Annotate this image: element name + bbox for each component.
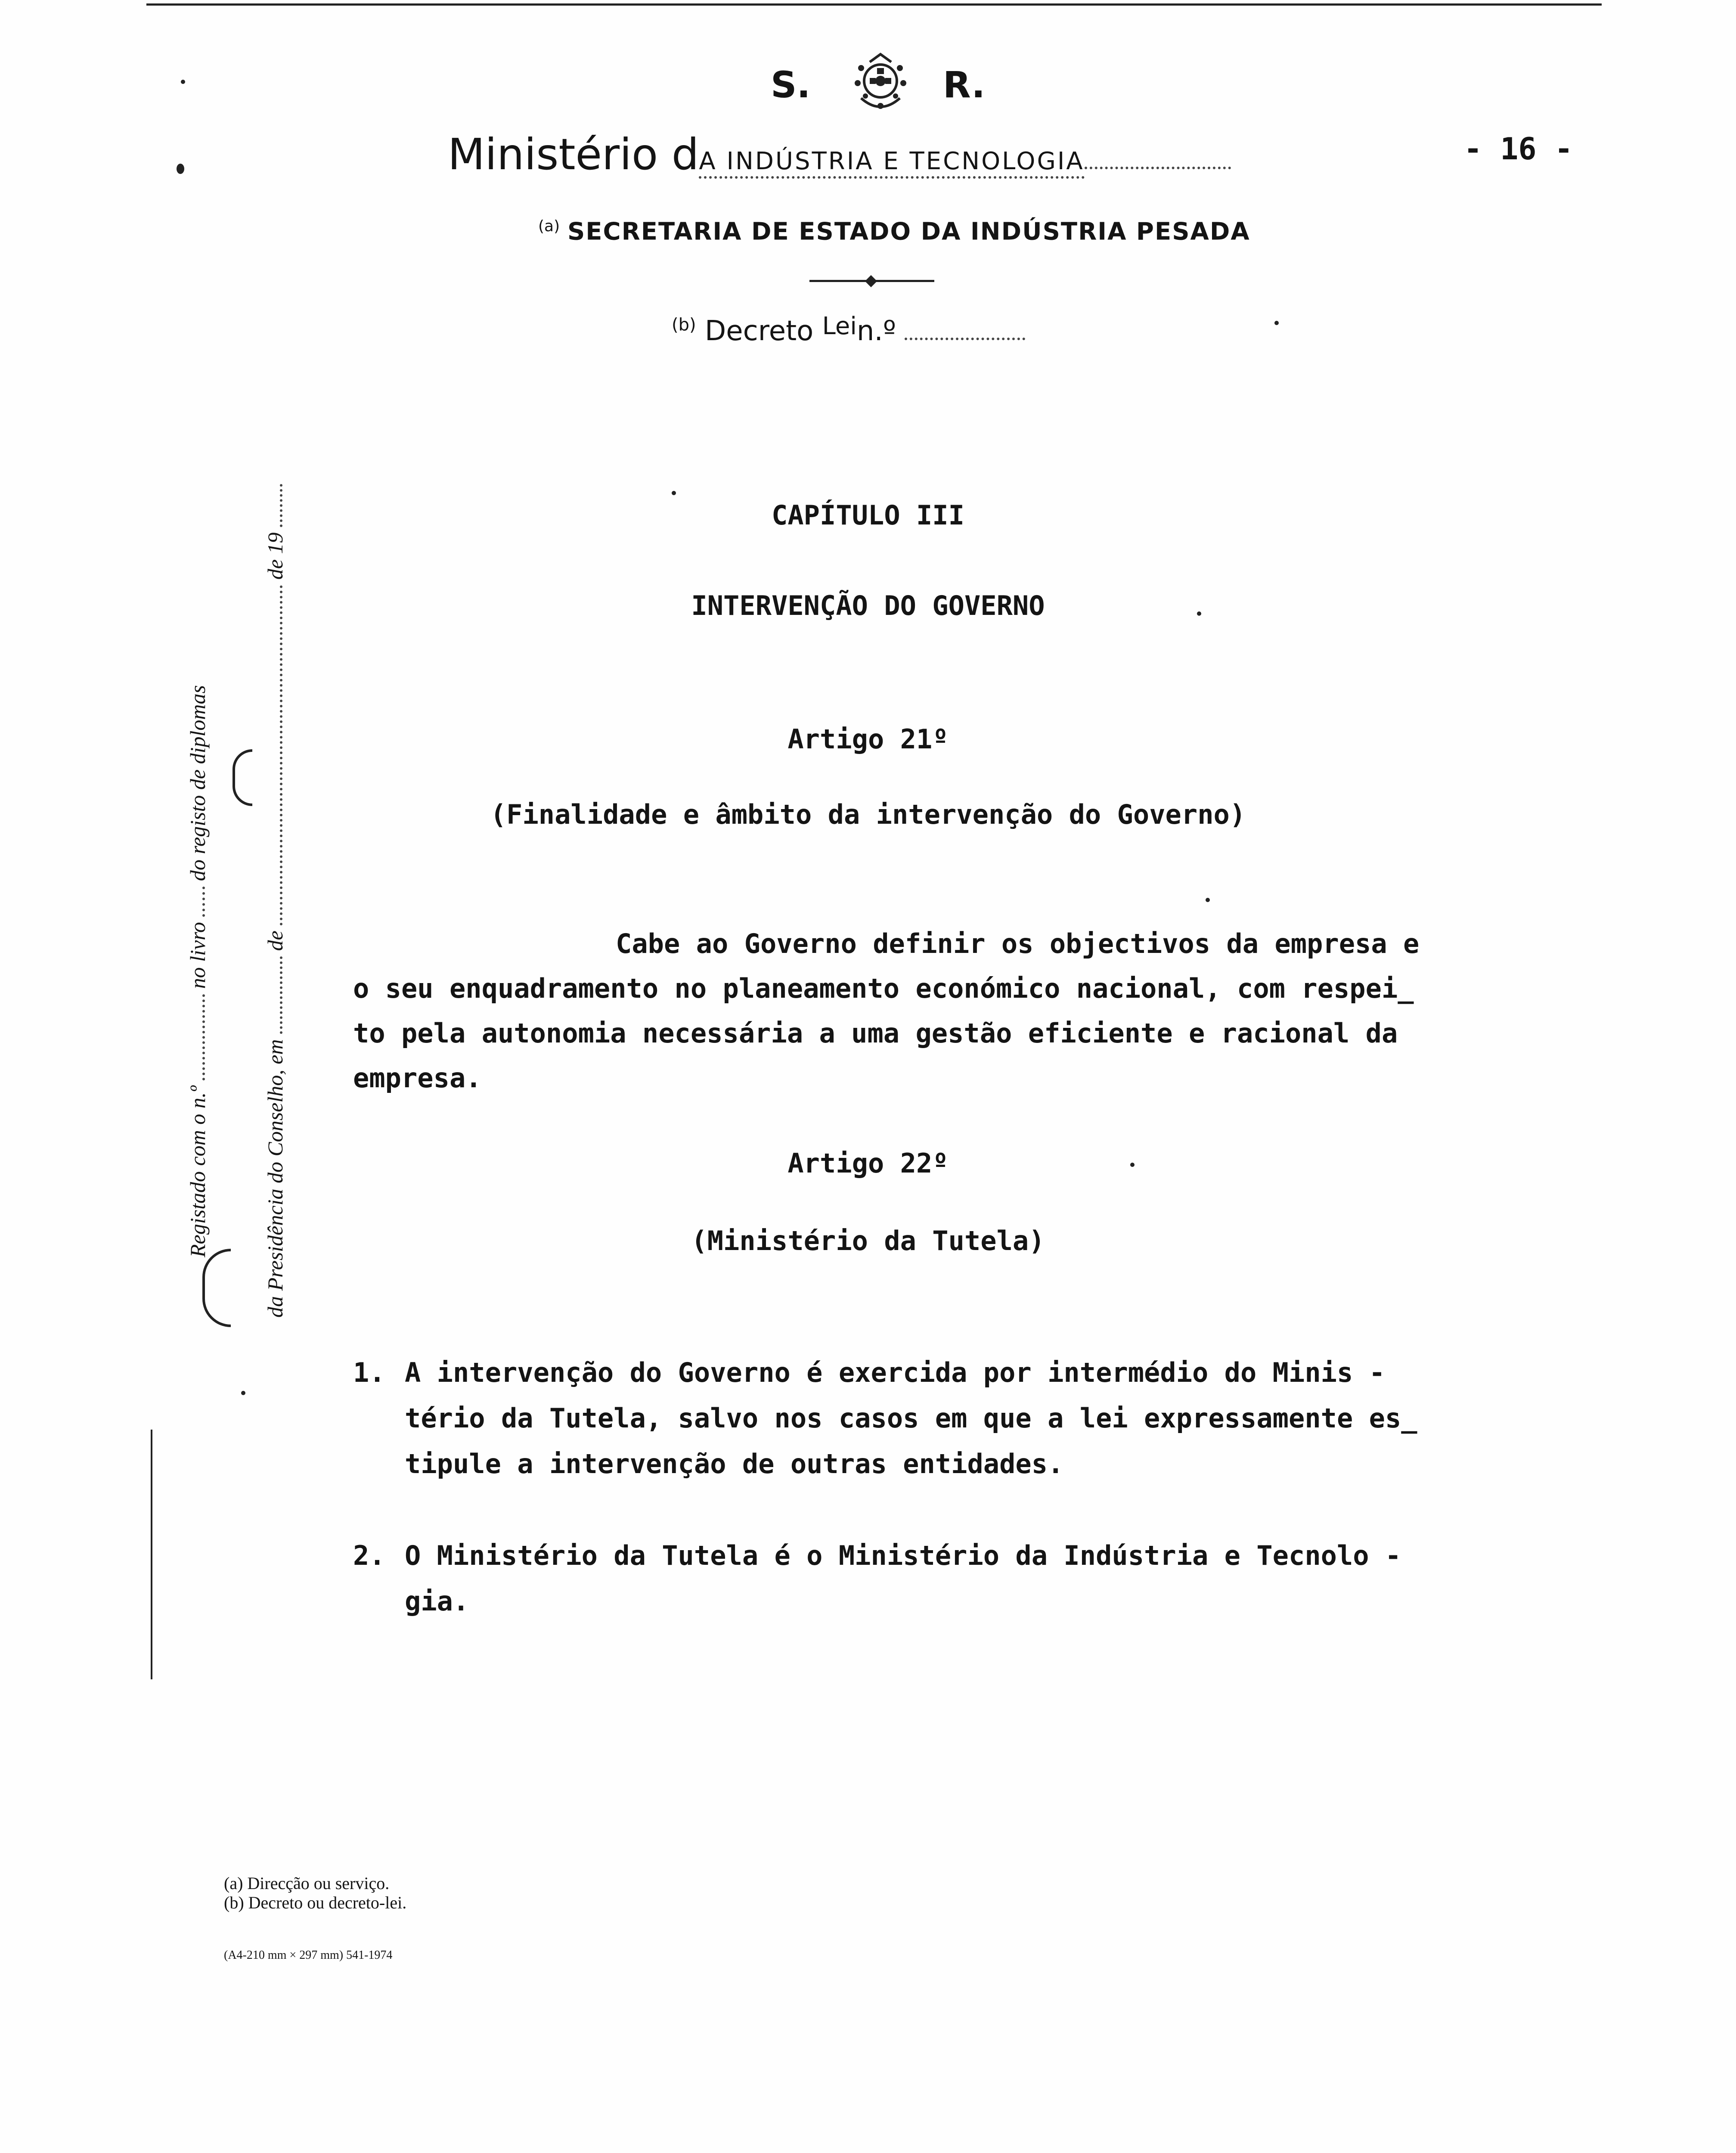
article-21-subtitle: (Finalidade e âmbito da intervenção do Governo) bbox=[490, 799, 1246, 830]
article-22-subtitle: (Ministério da Tutela) bbox=[691, 1225, 1045, 1256]
scan-speck bbox=[1274, 321, 1279, 325]
ministerio-value: A INDÚSTRIA E TECNOLOGIA bbox=[699, 147, 1084, 179]
article-22-item-1 bbox=[353, 1350, 1550, 1487]
state-header bbox=[771, 51, 1003, 128]
article-21-line-4: empresa. bbox=[353, 1062, 482, 1094]
item-number: 2. bbox=[353, 1540, 385, 1571]
decreto-type: Lei bbox=[822, 312, 857, 340]
article-22-title: Artigo 22º bbox=[787, 1148, 949, 1179]
scan-speck bbox=[672, 491, 676, 495]
scan-speck bbox=[177, 164, 184, 174]
letter-r: R. bbox=[943, 64, 986, 106]
ministerio-label: Ministério d bbox=[448, 129, 699, 180]
form-code: (A4-210 mm × 297 mm) 541-1974 bbox=[224, 1948, 393, 1962]
item-number: 1. bbox=[353, 1357, 385, 1388]
item-line: tério da Tutela, salvo nos casos em que a lei expressamente es_ bbox=[405, 1402, 1417, 1434]
decreto-line bbox=[672, 312, 1025, 347]
coat-of-arms-emblem-icon bbox=[835, 51, 926, 120]
article-21-line-3: to pela autonomia necessária a uma gestão eficiente e racional da bbox=[353, 1018, 1398, 1049]
chapter-title: INTERVENÇÃO DO GOVERNO bbox=[691, 590, 1045, 621]
article-21-line-2: o seu enquadramento no planeamento económico nacional, com respei_ bbox=[353, 973, 1414, 1004]
article-22-item-2 bbox=[353, 1533, 1550, 1624]
scan-speck bbox=[181, 80, 185, 84]
secretaria-marker: (a) bbox=[538, 217, 560, 235]
scan-speck bbox=[1197, 611, 1201, 616]
margin-registration-line-2: da Presidência do Conselho, em de de 19 bbox=[263, 484, 288, 1318]
decreto-label: Decreto bbox=[704, 315, 814, 347]
item-line: O Ministério da Tutela é o Ministério da Indústria e Tecnolo - bbox=[405, 1540, 1401, 1571]
decreto-marker: (b) bbox=[672, 315, 696, 335]
item-line: A intervenção do Governo é exercida por intermédio do Minis - bbox=[405, 1357, 1385, 1388]
decreto-fill-dots bbox=[905, 329, 1025, 340]
scan-speck bbox=[1130, 1163, 1135, 1167]
ministerio-line bbox=[448, 129, 1231, 180]
page-number: - 16 - bbox=[1464, 131, 1573, 167]
footnote-a: (a) Direcção ou serviço. bbox=[224, 1874, 390, 1893]
chapter-heading: CAPÍTULO III bbox=[772, 499, 964, 531]
top-rule bbox=[146, 3, 1602, 6]
article-21-line-1: Cabe ao Governo definir os objectivos da empresa e bbox=[616, 928, 1420, 959]
margin-registration-line-1: Registado com o n.º no livro do registo de diplomas bbox=[186, 685, 210, 1257]
header-divider-diamond bbox=[865, 275, 877, 287]
decreto-number-label: n.º bbox=[856, 315, 896, 347]
left-margin-rule bbox=[151, 1430, 152, 1679]
footnote-b: (b) Decreto ou decreto-lei. bbox=[224, 1893, 407, 1912]
ministerio-fill-dots bbox=[1085, 158, 1231, 169]
item-line: tipule a intervenção de outras entidades. bbox=[405, 1448, 1064, 1480]
secretaria-line bbox=[538, 217, 1250, 246]
secretaria-value: SECRETARIA DE ESTADO DA INDÚSTRIA PESADA bbox=[567, 217, 1250, 246]
letter-s: S. bbox=[771, 64, 811, 106]
margin-bracket bbox=[202, 1249, 231, 1327]
scan-speck bbox=[1206, 898, 1210, 902]
scan-speck bbox=[241, 1391, 245, 1395]
item-line: gia. bbox=[405, 1585, 469, 1617]
margin-bracket-small bbox=[232, 749, 252, 806]
article-21-title: Artigo 21º bbox=[787, 723, 949, 755]
